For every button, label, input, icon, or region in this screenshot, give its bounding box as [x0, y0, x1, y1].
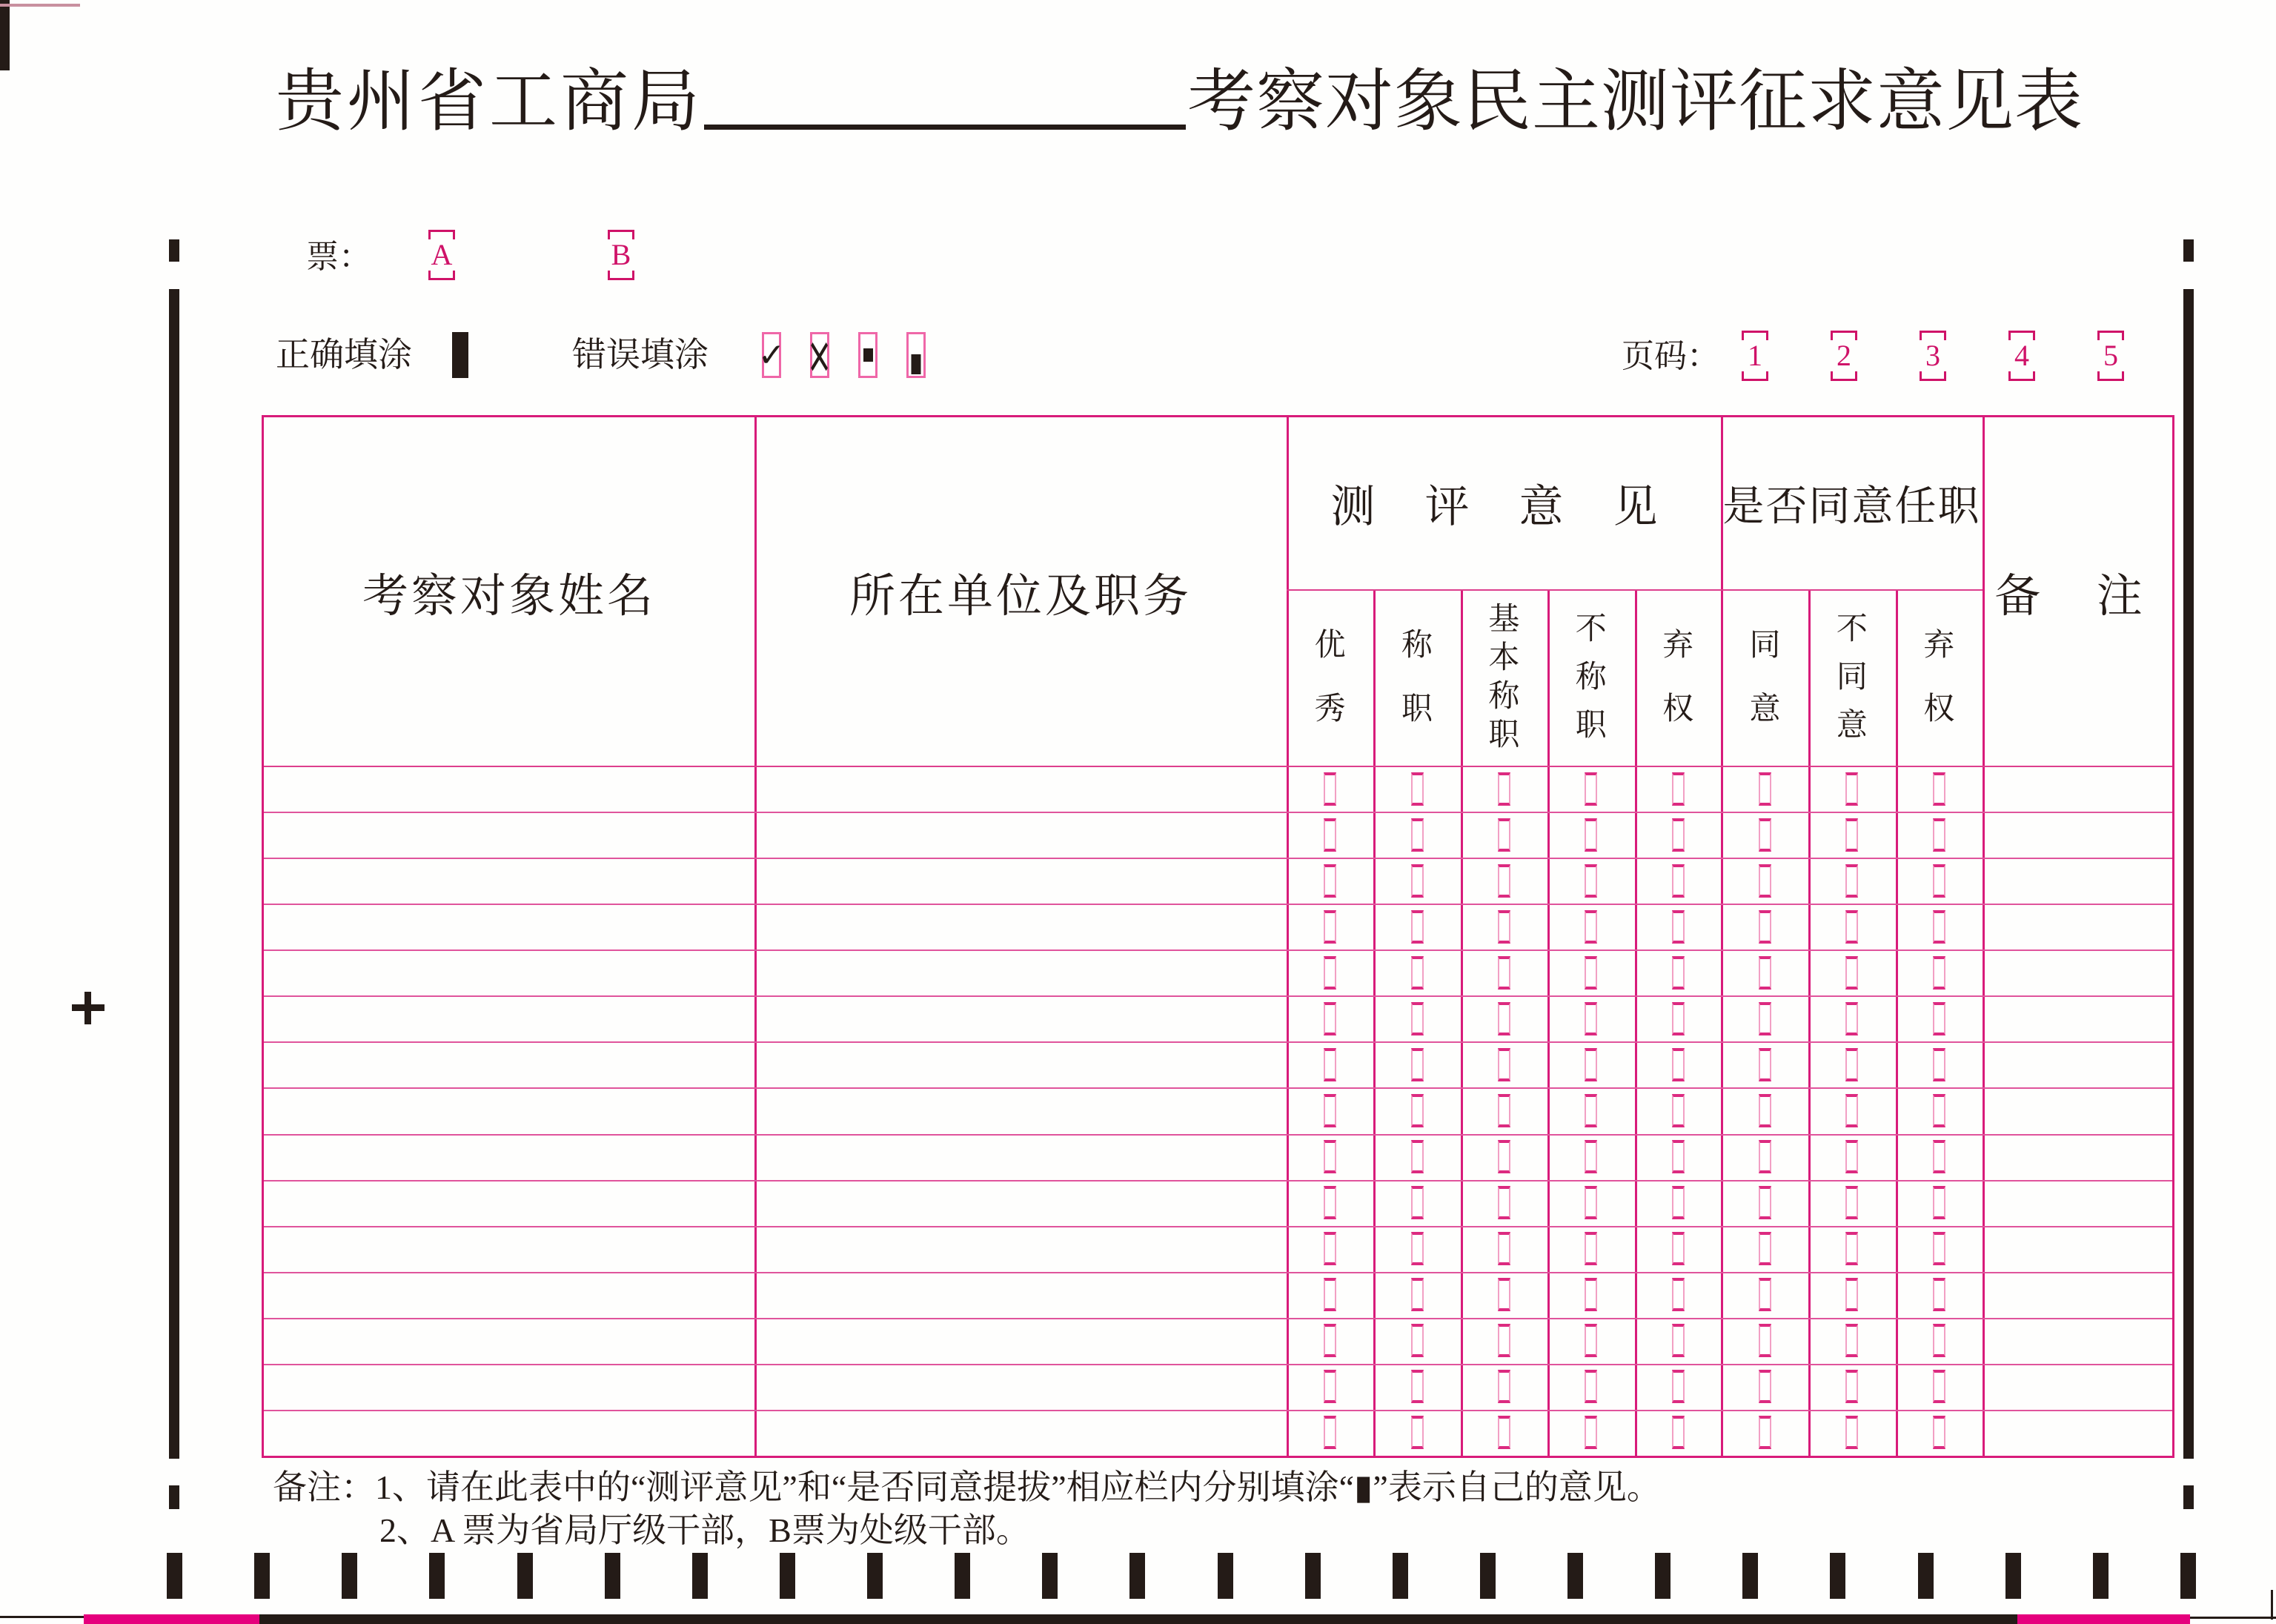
- answer-bubble-r12-c2[interactable]: [1411, 1278, 1424, 1311]
- answer-bubble-r13-c7[interactable]: [1845, 1324, 1858, 1357]
- right-timing-bar-short-top: [2183, 239, 2194, 262]
- answer-bubble-r15-c1[interactable]: [1324, 1416, 1336, 1449]
- corner-line-top-left: [0, 4, 80, 7]
- answer-bubble-r3-c1[interactable]: [1324, 864, 1336, 898]
- corner-mark-top-left: [0, 0, 10, 70]
- bottom-timing-tick-9: [867, 1553, 883, 1599]
- answer-bubble-r2-c1[interactable]: [1324, 818, 1336, 852]
- subheader-label: 称 职: [1401, 628, 1433, 727]
- answer-bubble-r5-c4[interactable]: [1585, 956, 1597, 990]
- answer-bubble-r2-c3[interactable]: [1498, 818, 1510, 852]
- correct-fill-example-mark: [452, 332, 468, 378]
- answer-bubble-r1-c1[interactable]: [1324, 772, 1336, 806]
- bottom-timing-tick-23: [2093, 1553, 2109, 1599]
- answer-bubble-r4-c4[interactable]: [1585, 910, 1597, 944]
- bottom-timing-tick-16: [1480, 1553, 1496, 1599]
- answer-bubble-r3-c4[interactable]: [1585, 864, 1597, 898]
- answer-bubble-r1-c8[interactable]: [1933, 772, 1945, 806]
- bottom-strip-thin-right: [2190, 1617, 2276, 1619]
- left-timing-bar-short-top: [169, 239, 179, 262]
- bottom-timing-tick-11: [1042, 1553, 1058, 1599]
- answer-bubble-r15-c4[interactable]: [1585, 1416, 1597, 1449]
- notes-line1-text: 1、请在此表中的“测评意见”和“是否同意提拔”相应栏内分别填涂“▮”表示自己的意见。: [375, 1468, 1661, 1506]
- notes-label: 备注：: [273, 1468, 375, 1506]
- header-remarks: 备 注: [1994, 571, 2165, 622]
- answer-bubble-r14-c5[interactable]: [1672, 1370, 1685, 1403]
- answer-bubble-r7-c3[interactable]: [1498, 1048, 1510, 1081]
- answer-bubble-r4-c8[interactable]: [1933, 910, 1945, 944]
- answer-bubble-r12-c4[interactable]: [1585, 1278, 1597, 1311]
- table-row-line: [264, 1226, 2172, 1227]
- header-group-evaluation: 测 评 意 见: [1330, 483, 1677, 531]
- answer-bubble-r7-c8[interactable]: [1933, 1048, 1945, 1081]
- answer-bubble-r14-c7[interactable]: [1845, 1370, 1858, 1403]
- bottom-timing-tick-8: [780, 1553, 795, 1599]
- answer-bubble-r10-c2[interactable]: [1411, 1186, 1424, 1219]
- answer-bubble-r14-c2[interactable]: [1411, 1370, 1424, 1403]
- subheader-label: 基 本 称 职: [1488, 602, 1520, 753]
- answer-bubble-r4-c6[interactable]: [1759, 910, 1771, 944]
- answer-bubble-r11-c5[interactable]: [1672, 1232, 1685, 1265]
- table-row-line: [264, 1087, 2172, 1089]
- answer-bubble-r11-c6[interactable]: [1759, 1232, 1771, 1265]
- ticket-bubble-B[interactable]: B: [608, 230, 634, 280]
- page-number-label: 页码：: [1622, 338, 1719, 374]
- answer-bubble-r5-c2[interactable]: [1411, 956, 1424, 990]
- answer-bubble-r13-c5[interactable]: [1672, 1324, 1685, 1357]
- table-vline-major-0: [754, 417, 757, 1456]
- answer-bubble-r7-c6[interactable]: [1759, 1048, 1771, 1081]
- answer-bubble-r4-c1[interactable]: [1324, 910, 1336, 944]
- answer-bubble-r2-c7[interactable]: [1845, 818, 1858, 852]
- answer-bubble-r7-c5[interactable]: [1672, 1048, 1685, 1081]
- answer-bubble-r5-c1[interactable]: [1324, 956, 1336, 990]
- bottom-strip-pink-left: [84, 1614, 259, 1624]
- evaluation-table: [262, 415, 2174, 1458]
- wrong-fill-example-partial-bottom: [906, 332, 926, 378]
- answer-bubble-r10-c7[interactable]: [1845, 1186, 1858, 1219]
- header-group-agree-appointment: 是否同意任职: [1722, 484, 1981, 530]
- answer-bubble-r3-c3[interactable]: [1498, 864, 1510, 898]
- answer-bubble-r8-c1[interactable]: [1324, 1094, 1336, 1127]
- answer-bubble-r10-c3[interactable]: [1498, 1186, 1510, 1219]
- answer-bubble-r6-c8[interactable]: [1933, 1002, 1945, 1035]
- bottom-timing-tick-4: [429, 1553, 445, 1599]
- wrong-fill-example-cross: [807, 325, 832, 385]
- right-timing-bar-short-bottom: [2183, 1485, 2194, 1509]
- answer-bubble-r11-c4[interactable]: [1585, 1232, 1597, 1265]
- bottom-timing-tick-1: [167, 1553, 182, 1599]
- page-number-bubble-3[interactable]: 3: [1920, 331, 1946, 381]
- form-title-suffix: 考察对象民主测评征求意见表: [1187, 64, 2084, 139]
- bottom-timing-tick-15: [1393, 1553, 1408, 1599]
- answer-bubble-r6-c2[interactable]: [1411, 1002, 1424, 1035]
- answer-bubble-r15-c8[interactable]: [1933, 1416, 1945, 1449]
- bottom-strip-pink-right: [2017, 1614, 2190, 1624]
- subheader-不同意: [1808, 589, 1895, 766]
- subheader-label: 优 秀: [1314, 628, 1346, 727]
- table-row-line: [264, 1041, 2172, 1043]
- answer-bubble-r8-c8[interactable]: [1933, 1094, 1945, 1127]
- table-row-line: [264, 1318, 2172, 1319]
- table-row-line: [264, 1272, 2172, 1273]
- check-mark-icon: ✓: [757, 336, 786, 374]
- answer-bubble-r6-c1[interactable]: [1324, 1002, 1336, 1035]
- bottom-timing-tick-2: [254, 1553, 270, 1599]
- answer-bubble-r13-c4[interactable]: [1585, 1324, 1597, 1357]
- right-timing-bar-long: [2183, 289, 2194, 1459]
- answer-bubble-r5-c7[interactable]: [1845, 956, 1858, 990]
- answer-bubble-r13-c1[interactable]: [1324, 1324, 1336, 1357]
- table-row-line: [264, 995, 2172, 997]
- answer-bubble-r10-c5[interactable]: [1672, 1186, 1685, 1219]
- answer-bubble-r7-c4[interactable]: [1585, 1048, 1597, 1081]
- header-candidate-name: 考察对象姓名: [362, 571, 656, 622]
- bottom-timing-tick-12: [1129, 1553, 1145, 1599]
- answer-bubble-r8-c4[interactable]: [1585, 1094, 1597, 1127]
- answer-bubble-r7-c7[interactable]: [1845, 1048, 1858, 1081]
- answer-bubble-r3-c6[interactable]: [1759, 864, 1771, 898]
- bottom-timing-tick-19: [1742, 1553, 1758, 1599]
- table-row-line: [264, 904, 2172, 905]
- table-row-line: [264, 1410, 2172, 1411]
- bottom-timing-tick-5: [517, 1553, 533, 1599]
- answer-bubble-r9-c2[interactable]: [1411, 1140, 1424, 1173]
- bottom-timing-tick-20: [1830, 1553, 1845, 1599]
- answer-bubble-r14-c4[interactable]: [1585, 1370, 1597, 1403]
- left-timing-bar-long: [169, 289, 179, 1459]
- subheader-不称职: [1547, 589, 1634, 766]
- answer-bubble-r11-c8[interactable]: [1933, 1232, 1945, 1265]
- answer-bubble-r1-c3[interactable]: [1498, 772, 1510, 806]
- answer-bubble-r2-c4[interactable]: [1585, 818, 1597, 852]
- answer-bubble-r14-c6[interactable]: [1759, 1370, 1771, 1403]
- bottom-timing-tick-24: [2180, 1553, 2196, 1599]
- notes-line2: 2、A 票为省局厅级干部，B票为处级干部。: [379, 1511, 1030, 1549]
- answer-bubble-r13-c3[interactable]: [1498, 1324, 1510, 1357]
- answer-bubble-r13-c2[interactable]: [1411, 1324, 1424, 1357]
- table-row-line: [264, 812, 2172, 813]
- table-vline-major-3: [1983, 417, 1985, 1456]
- answer-bubble-r6-c7[interactable]: [1845, 1002, 1858, 1035]
- notes-line1: [273, 1466, 1661, 1509]
- page-number-bubble-2[interactable]: 2: [1831, 331, 1857, 381]
- subheader-弃权: [1635, 589, 1722, 766]
- answer-bubble-r11-c1[interactable]: [1324, 1232, 1336, 1265]
- bottom-timing-tick-14: [1305, 1553, 1321, 1599]
- page-number-bubble-1[interactable]: 1: [1742, 331, 1768, 381]
- answer-bubble-r10-c8[interactable]: [1933, 1186, 1945, 1219]
- answer-bubble-r5-c3[interactable]: [1498, 956, 1510, 990]
- answer-bubble-r10-c6[interactable]: [1759, 1186, 1771, 1219]
- partial-bottom-mark: [912, 354, 921, 374]
- bottom-timing-tick-17: [1567, 1553, 1583, 1599]
- left-timing-bar-short-bottom: [169, 1485, 179, 1509]
- answer-bubble-r11-c2[interactable]: [1411, 1232, 1424, 1265]
- table-vline-major-2: [1721, 417, 1723, 1456]
- answer-bubble-r9-c6[interactable]: [1759, 1140, 1771, 1173]
- answer-bubble-r9-c8[interactable]: [1933, 1140, 1945, 1173]
- subheader-弃权: [1896, 589, 1983, 766]
- answer-bubble-r5-c6[interactable]: [1759, 956, 1771, 990]
- answer-bubble-r12-c7[interactable]: [1845, 1278, 1858, 1311]
- answer-bubble-r9-c5[interactable]: [1672, 1140, 1685, 1173]
- answer-bubble-r9-c7[interactable]: [1845, 1140, 1858, 1173]
- answer-bubble-r1-c6[interactable]: [1759, 772, 1771, 806]
- answer-bubble-r3-c5[interactable]: [1672, 864, 1685, 898]
- answer-bubble-r10-c1[interactable]: [1324, 1186, 1336, 1219]
- answer-bubble-r7-c2[interactable]: [1411, 1048, 1424, 1081]
- ticket-label: 票：: [306, 239, 371, 275]
- answer-bubble-r2-c2[interactable]: [1411, 818, 1424, 852]
- answer-bubble-r5-c8[interactable]: [1933, 956, 1945, 990]
- answer-bubble-r3-c2[interactable]: [1411, 864, 1424, 898]
- answer-bubble-r8-c5[interactable]: [1672, 1094, 1685, 1127]
- table-vline-major-1: [1287, 417, 1289, 1456]
- answer-bubble-r9-c1[interactable]: [1324, 1140, 1336, 1173]
- form-title: [276, 64, 2083, 140]
- answer-bubble-r15-c3[interactable]: [1498, 1416, 1510, 1449]
- answer-bubble-r12-c1[interactable]: [1324, 1278, 1336, 1311]
- answer-bubble-r4-c5[interactable]: [1672, 910, 1685, 944]
- answer-bubble-r2-c8[interactable]: [1933, 818, 1945, 852]
- table-hline-header-bottom: [264, 766, 2172, 767]
- page-number-bubble-4[interactable]: 4: [2008, 331, 2035, 381]
- registration-cross-v: [84, 992, 91, 1024]
- answer-bubble-r11-c7[interactable]: [1845, 1232, 1858, 1265]
- answer-bubble-r6-c4[interactable]: [1585, 1002, 1597, 1035]
- bottom-timing-tick-3: [342, 1553, 357, 1599]
- wrong-fill-label: 错误填涂: [572, 336, 709, 374]
- bottom-timing-tick-22: [2005, 1553, 2021, 1599]
- answer-bubble-r1-c4[interactable]: [1585, 772, 1597, 806]
- wrong-fill-example-partial-center: [858, 332, 877, 378]
- answer-bubble-r1-c5[interactable]: [1672, 772, 1685, 806]
- bottom-strip-black: [259, 1614, 2017, 1624]
- answer-bubble-r15-c2[interactable]: [1411, 1416, 1424, 1449]
- bottom-timing-tick-10: [955, 1553, 970, 1599]
- form-title-prefix: 贵州省工商局: [276, 64, 703, 139]
- answer-bubble-r4-c2[interactable]: [1411, 910, 1424, 944]
- table-row-line: [264, 949, 2172, 951]
- answer-bubble-r15-c7[interactable]: [1845, 1416, 1858, 1449]
- subheader-label: 弃 权: [1662, 628, 1694, 727]
- answer-bubble-r13-c8[interactable]: [1933, 1324, 1945, 1357]
- answer-bubble-r14-c1[interactable]: [1324, 1370, 1336, 1403]
- answer-bubble-r8-c6[interactable]: [1759, 1094, 1771, 1127]
- answer-bubble-r6-c6[interactable]: [1759, 1002, 1771, 1035]
- answer-bubble-r12-c5[interactable]: [1672, 1278, 1685, 1311]
- answer-bubble-r1-c7[interactable]: [1845, 772, 1858, 806]
- answer-bubble-r15-c5[interactable]: [1672, 1416, 1685, 1449]
- answer-bubble-r8-c7[interactable]: [1845, 1094, 1858, 1127]
- subheader-同意: [1722, 589, 1808, 766]
- ticket-bubble-A[interactable]: A: [428, 230, 455, 280]
- subheader-基本称职: [1461, 589, 1547, 766]
- page-number-bubble-5[interactable]: 5: [2097, 331, 2124, 381]
- answer-bubble-r12-c6[interactable]: [1759, 1278, 1771, 1311]
- table-row-line: [264, 1180, 2172, 1181]
- answer-bubble-r4-c7[interactable]: [1845, 910, 1858, 944]
- answer-bubble-r9-c3[interactable]: [1498, 1140, 1510, 1173]
- subheader-称职: [1373, 589, 1460, 766]
- answer-bubble-r5-c5[interactable]: [1672, 956, 1685, 990]
- table-row-line: [264, 1364, 2172, 1365]
- answer-bubble-r2-c5[interactable]: [1672, 818, 1685, 852]
- answer-bubble-r8-c2[interactable]: [1411, 1094, 1424, 1127]
- corner-mark-bottom-right: [2271, 1590, 2273, 1620]
- answer-bubble-r14-c3[interactable]: [1498, 1370, 1510, 1403]
- bottom-strip-thin-left: [0, 1616, 84, 1618]
- answer-bubble-r12-c3[interactable]: [1498, 1278, 1510, 1311]
- answer-bubble-r14-c8[interactable]: [1933, 1370, 1945, 1403]
- answer-bubble-r4-c3[interactable]: [1498, 910, 1510, 944]
- bottom-timing-tick-6: [605, 1553, 620, 1599]
- answer-bubble-r3-c8[interactable]: [1933, 864, 1945, 898]
- answer-bubble-r9-c4[interactable]: [1585, 1140, 1597, 1173]
- table-row-line: [264, 1134, 2172, 1136]
- header-unit-position: 所在单位及职务: [849, 571, 1192, 622]
- wrong-fill-example-check: [757, 332, 786, 378]
- answer-bubble-r6-c5[interactable]: [1672, 1002, 1685, 1035]
- answer-bubble-r6-c3[interactable]: [1498, 1002, 1510, 1035]
- answer-bubble-r15-c6[interactable]: [1759, 1416, 1771, 1449]
- subheader-优秀: [1287, 589, 1373, 766]
- answer-bubble-r1-c2[interactable]: [1411, 772, 1424, 806]
- answer-bubble-r7-c1[interactable]: [1324, 1048, 1336, 1081]
- bottom-timing-tick-18: [1655, 1553, 1670, 1599]
- subheader-label: 不 称 职: [1575, 612, 1607, 743]
- title-blank-underline: [704, 117, 1186, 130]
- answer-bubble-r11-c3[interactable]: [1498, 1232, 1510, 1265]
- bottom-timing-tick-21: [1918, 1553, 1934, 1599]
- answer-bubble-r12-c8[interactable]: [1933, 1278, 1945, 1311]
- bottom-timing-tick-7: [692, 1553, 708, 1599]
- subheader-label: 同 意: [1749, 628, 1781, 727]
- subheader-label: 不 同 意: [1836, 612, 1868, 743]
- answer-bubble-r8-c3[interactable]: [1498, 1094, 1510, 1127]
- correct-fill-label: 正确填涂: [276, 336, 412, 374]
- answer-bubble-r3-c7[interactable]: [1845, 864, 1858, 898]
- answer-bubble-r10-c4[interactable]: [1585, 1186, 1597, 1219]
- table-row-line: [264, 858, 2172, 859]
- cross-mark-icon: ×: [807, 325, 832, 385]
- partial-center-mark: [863, 348, 873, 362]
- bottom-timing-tick-13: [1218, 1553, 1233, 1599]
- answer-bubble-r2-c6[interactable]: [1759, 818, 1771, 852]
- answer-bubble-r13-c6[interactable]: [1759, 1324, 1771, 1357]
- subheader-label: 弃 权: [1923, 628, 1955, 727]
